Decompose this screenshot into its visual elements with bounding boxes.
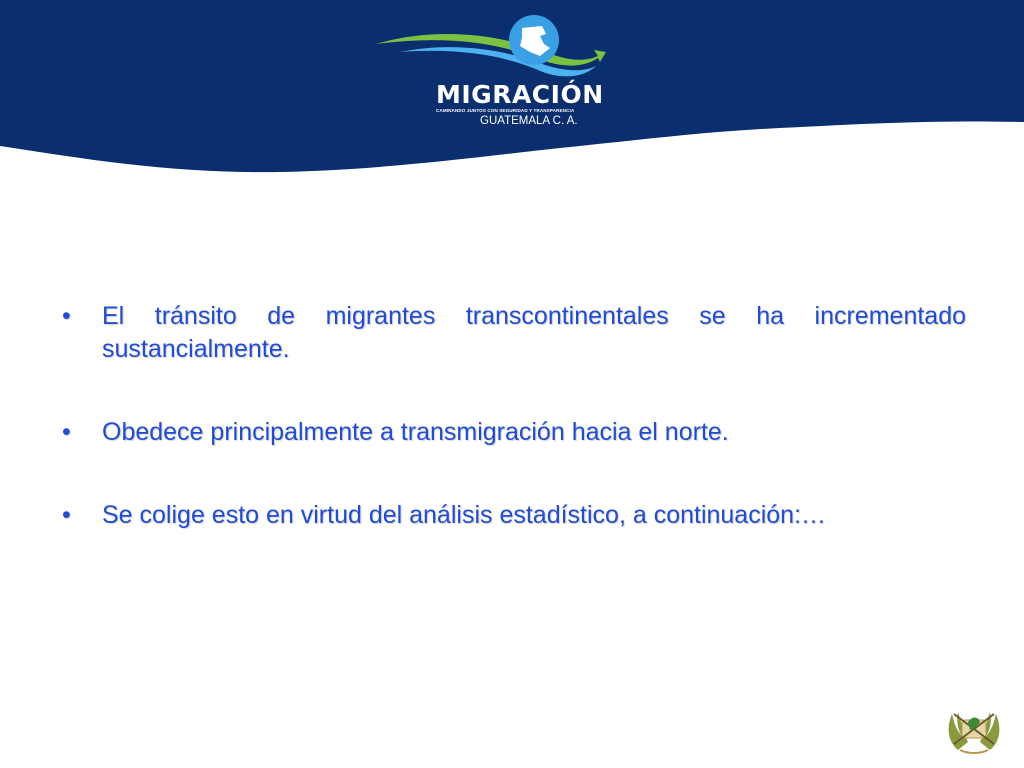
bullet-marker: • <box>62 418 71 446</box>
bullet-item <box>60 300 966 366</box>
swoosh-arrow-icon <box>376 34 606 66</box>
bullet-item <box>60 416 966 449</box>
migracion-logo <box>370 12 650 127</box>
bullet-list <box>60 300 966 532</box>
bullet-text: Obedece principalmente a transmigración hacia el norte. <box>102 418 729 446</box>
bullet-marker: • <box>62 501 71 529</box>
logo-wordmark: MIGRACIÓN <box>436 80 604 109</box>
bullet-text: El tránsito de migrantes transcontinentales se ha incrementado sustancialmente. <box>102 302 966 363</box>
bullet-item <box>60 499 966 532</box>
guatemala-coat-of-arms-icon <box>944 700 1004 758</box>
logo-country: GUATEMALA C. A. <box>480 115 578 127</box>
logo-tagline: CAMINANDO JUNTOS CON SEGURIDAD Y TRANSPARENCIA <box>436 108 575 113</box>
ribbon <box>960 750 988 753</box>
bullet-text: Se colige esto en virtud del análisis estadístico, a continuación:… <box>102 501 827 529</box>
bullet-marker: • <box>62 302 71 330</box>
